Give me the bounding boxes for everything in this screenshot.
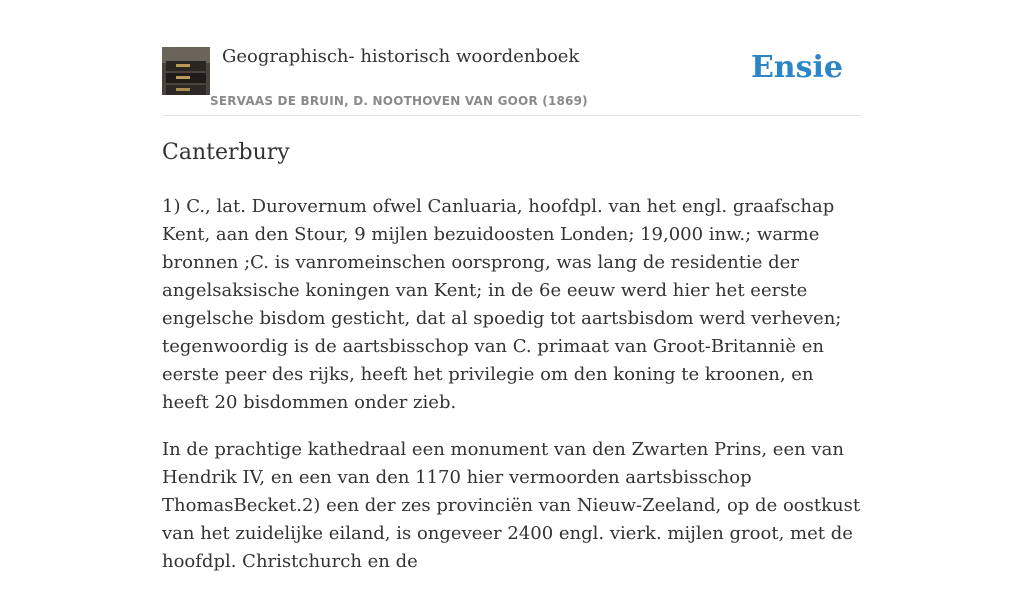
entry-title: Canterbury — [162, 140, 290, 165]
book-cover-icon[interactable] — [162, 47, 210, 95]
entry-paragraph: In de prachtige kathedraal een monument van den Zwarten Prins, een van Hendrik IV, en een van den 1170 hier vermoorden aartsbisschop ThomasBecket.2) een der zes provinciën van Nieuw-Zeeland, op de oostkust van het zuidelijke eiland, is ongeveer 2400 engl. vierk. mijlen groot, met de hoofdpl. Christchurch en de — [162, 439, 861, 572]
book-title[interactable]: Geographisch- historisch woordenboek — [222, 46, 580, 67]
brand-logo-link[interactable]: Ensie — [750, 50, 843, 85]
entry-paragraph: 1) C., lat. Durovernum ofwel Canluaria, hoofdpl. van het engl. graafschap Kent, aan den Stour, 9 mijlen bezuidoosten Londen; 19,000 inw.; warme bronnen ;C. is vanromeinschen oorsprong, was lang de residentie der angelsaksische koningen van Kent; in de 6e eeuw werd hier het eerste engelsche bisdom gesticht, dat al spoedig tot aartsbisdom werd verheven; tegenwoordig is de aartsbisschop van C. primaat van Groot-Britanniè en eerste peer des rijks, heeft het privilegie om den koning te kroonen, en heeft 20 bisdommen onder zieb. — [162, 196, 842, 413]
entry-body — [162, 193, 862, 595]
book-header — [162, 44, 862, 116]
book-authors: SERVAAS DE BRUIN, D. NOOTHOVEN VAN GOOR (1869) — [210, 94, 588, 108]
